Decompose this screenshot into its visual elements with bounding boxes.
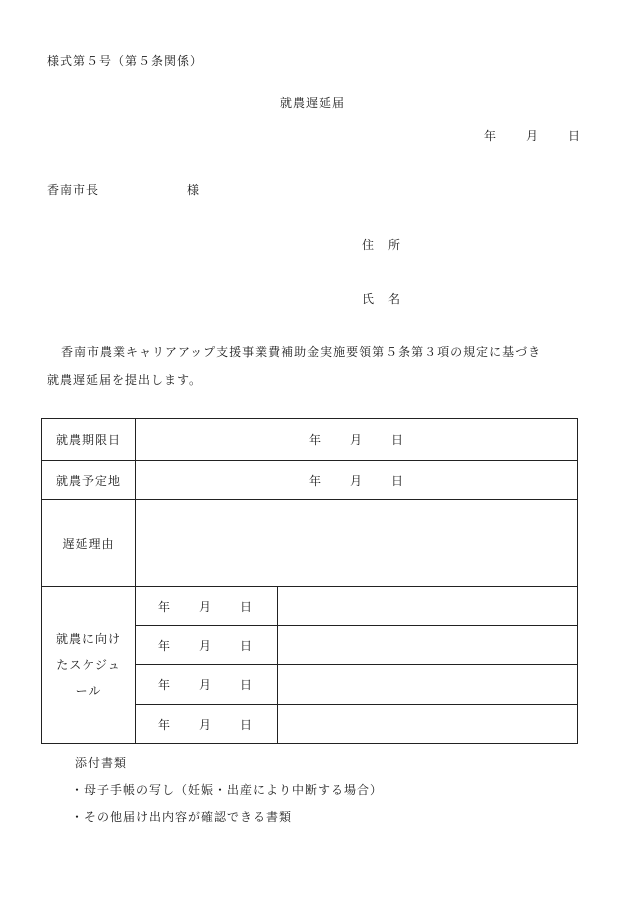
date-day: 日 xyxy=(568,129,582,143)
schedule-day: 日 xyxy=(240,638,254,653)
deadline-label: 就農期限日 xyxy=(42,419,136,461)
reason-row xyxy=(42,500,578,587)
schedule-date[interactable] xyxy=(136,626,278,665)
body-line-1: 香南市農業キャリアアップ支援事業費補助金実施要領第５条第３項の規定に基づき xyxy=(61,345,542,359)
name-label: 氏 名 xyxy=(362,292,402,306)
date-month: 月 xyxy=(526,129,540,143)
schedule-row xyxy=(42,587,578,626)
schedule-year: 年 xyxy=(158,678,172,692)
schedule-label-line: ール xyxy=(75,684,102,698)
schedule-year: 年 xyxy=(158,717,172,732)
schedule-label-line: たスケジュ xyxy=(56,658,121,672)
schedule-date[interactable] xyxy=(136,705,278,744)
body-line-2: 就農遅延届を提出します。 xyxy=(47,373,203,387)
schedule-label xyxy=(42,587,136,744)
schedule-date[interactable] xyxy=(136,587,278,626)
reason-value[interactable] xyxy=(136,500,578,587)
schedule-month: 月 xyxy=(199,638,213,653)
schedule-month: 月 xyxy=(199,678,213,692)
deadline-row xyxy=(42,419,578,461)
schedule-content[interactable] xyxy=(278,665,578,705)
schedule-label-line: 就農に向け xyxy=(55,632,121,646)
location-year: 年 xyxy=(308,473,322,488)
location-day: 日 xyxy=(391,473,405,488)
deadline-year: 年 xyxy=(308,433,322,447)
schedule-content[interactable] xyxy=(278,705,578,744)
attachment-item: ・母子手帳の写し（妊娠・出産により中断する場合） xyxy=(71,783,384,797)
deadline-month: 月 xyxy=(350,433,364,447)
schedule-content[interactable] xyxy=(278,626,578,665)
schedule-day: 日 xyxy=(240,678,254,692)
location-row xyxy=(42,461,578,500)
date-year: 年 xyxy=(484,129,498,143)
schedule-day: 日 xyxy=(240,717,254,732)
location-label: 就農予定地 xyxy=(42,461,136,500)
schedule-year: 年 xyxy=(158,599,172,614)
attachments-heading: 添付書類 xyxy=(75,756,128,770)
schedule-date[interactable] xyxy=(136,665,278,705)
schedule-content[interactable] xyxy=(278,587,578,626)
location-month: 月 xyxy=(350,473,364,488)
location-value[interactable] xyxy=(136,461,578,500)
address-label: 住 所 xyxy=(362,238,402,252)
schedule-day: 日 xyxy=(240,599,254,614)
page-title: 就農遅延届 xyxy=(280,96,346,110)
schedule-month: 月 xyxy=(199,599,213,614)
attachment-item: ・その他届け出内容が確認できる書類 xyxy=(71,810,293,824)
reason-label: 遅延理由 xyxy=(42,500,136,587)
deadline-day: 日 xyxy=(391,433,405,447)
recipient-name: 香南市長 xyxy=(47,183,100,197)
deadline-value[interactable] xyxy=(136,419,578,461)
form-number: 様式第５号（第５条関係） xyxy=(47,54,204,68)
schedule-month: 月 xyxy=(199,717,213,732)
delay-form-table xyxy=(41,418,578,744)
schedule-year: 年 xyxy=(158,638,172,653)
recipient-honorific: 様 xyxy=(187,183,201,197)
